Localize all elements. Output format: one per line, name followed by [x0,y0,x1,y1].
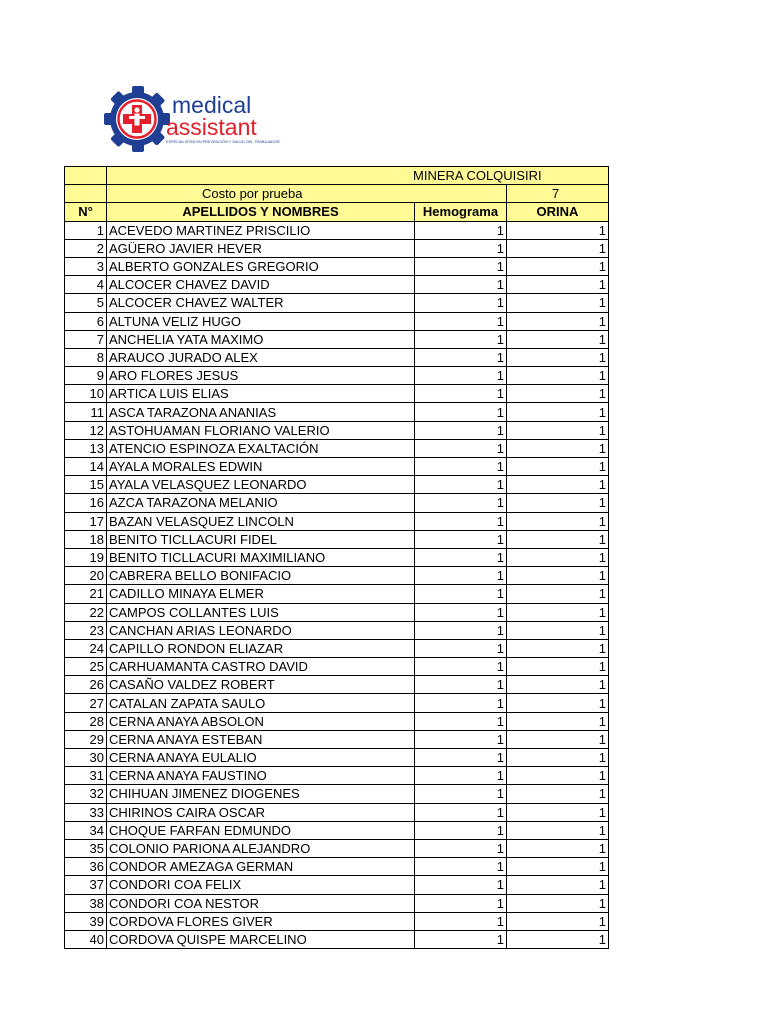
orina-count: 1 [507,530,609,548]
table-row [65,767,609,785]
orina-count: 1 [507,548,609,566]
logo-word-medical: medical [172,92,252,118]
row-number: 12 [65,421,107,439]
row-number: 14 [65,458,107,476]
header-name: APELLIDOS Y NOMBRES [107,203,415,221]
table-row [65,239,609,257]
table-row [65,603,609,621]
table-row [65,839,609,857]
orina-count: 1 [507,621,609,639]
row-number: 8 [65,348,107,366]
hemograma-count: 1 [415,858,507,876]
patient-name: ARO FLORES JESUS [107,367,415,385]
patient-name: CONDORI COA FELIX [107,876,415,894]
patient-name: AZCA TARAZONA MELANIO [107,494,415,512]
patient-name: ANCHELIA YATA MAXIMO [107,330,415,348]
patient-name: CHOQUE FARFAN EDMUNDO [107,821,415,839]
patient-name: CAPILLO RONDON ELIAZAR [107,639,415,657]
hemograma-count: 1 [415,348,507,366]
hemograma-count: 1 [415,730,507,748]
orina-count: 1 [507,694,609,712]
patient-name: BAZAN VELASQUEZ LINCOLN [107,512,415,530]
orina-count: 1 [507,730,609,748]
header-hemograma: Hemograma [415,203,507,221]
patient-name: CORDOVA QUISPE MARCELINO [107,930,415,948]
row-number: 22 [65,603,107,621]
hemograma-count: 1 [415,221,507,239]
hemograma-count: 1 [415,603,507,621]
patient-name: ALTUNA VELIZ HUGO [107,312,415,330]
hemograma-count: 1 [415,894,507,912]
orina-count: 1 [507,894,609,912]
hemograma-count: 1 [415,239,507,257]
row-number: 28 [65,712,107,730]
row-number: 37 [65,876,107,894]
row-number: 27 [65,694,107,712]
orina-count: 1 [507,239,609,257]
table-row [65,930,609,948]
company-name: MINERA COLQUISIRI [107,167,609,185]
orina-count: 1 [507,676,609,694]
patient-test-table [64,166,609,949]
orina-count: 1 [507,749,609,767]
patient-name: CERNA ANAYA ABSOLON [107,712,415,730]
row-number: 26 [65,676,107,694]
table-row [65,658,609,676]
orina-count: 1 [507,257,609,275]
orina-count: 1 [507,803,609,821]
table-row [65,257,609,275]
hemograma-count: 1 [415,876,507,894]
orina-count: 1 [507,785,609,803]
hemograma-count: 1 [415,930,507,948]
table-row [65,330,609,348]
patient-name: CERNA ANAYA FAUSTINO [107,767,415,785]
cost-row [65,185,609,203]
patient-name: CHIRINOS CAIRA OSCAR [107,803,415,821]
table-row [65,621,609,639]
company-row [65,167,609,185]
orina-count: 1 [507,567,609,585]
table-row [65,821,609,839]
table-row [65,858,609,876]
patient-name: AGÜERO JAVIER HEVER [107,239,415,257]
table-row [65,676,609,694]
orina-count: 1 [507,476,609,494]
row-number: 4 [65,276,107,294]
table-row [65,749,609,767]
patient-name: BENITO TICLLACURI FIDEL [107,530,415,548]
patient-name: CARHUAMANTA CASTRO DAVID [107,658,415,676]
row-number: 16 [65,494,107,512]
hemograma-count: 1 [415,312,507,330]
hemograma-count: 1 [415,548,507,566]
orina-count: 1 [507,421,609,439]
patient-name: ARTICA LUIS ELIAS [107,385,415,403]
patient-name: CATALAN ZAPATA SAULO [107,694,415,712]
header-num: N° [65,203,107,221]
table-row [65,458,609,476]
table-row [65,712,609,730]
orina-count: 1 [507,439,609,457]
table-row [65,730,609,748]
table-row [65,348,609,366]
patient-name: CAMPOS COLLANTES LUIS [107,603,415,621]
table-row [65,585,609,603]
orina-count: 1 [507,276,609,294]
hemograma-count: 1 [415,367,507,385]
table-row [65,912,609,930]
table-row [65,694,609,712]
company-logo [104,86,288,152]
patient-name: AYALA VELASQUEZ LEONARDO [107,476,415,494]
patient-name: ARAUCO JURADO ALEX [107,348,415,366]
patient-name: ACEVEDO MARTINEZ PRISCILIO [107,221,415,239]
logo-tagline: ESPECIALISTAS EN PREVENCIÓN Y SALUD DEL TRABAJADOR [166,140,280,144]
table-row [65,876,609,894]
header-orina: ORINA [507,203,609,221]
orina-count: 1 [507,221,609,239]
orina-count: 1 [507,839,609,857]
table-row [65,294,609,312]
hemograma-count: 1 [415,330,507,348]
patient-name: ATENCIO ESPINOZA EXALTACIÓN [107,439,415,457]
hemograma-count: 1 [415,585,507,603]
empty-cell [65,185,107,203]
row-number: 5 [65,294,107,312]
row-number: 2 [65,239,107,257]
patient-name: ASTOHUAMAN FLORIANO VALERIO [107,421,415,439]
patient-name: CORDOVA FLORES GIVER [107,912,415,930]
cost-value: 7 [507,185,609,203]
patient-name: CANCHAN ARIAS LEONARDO [107,621,415,639]
row-number: 11 [65,403,107,421]
row-number: 35 [65,839,107,857]
orina-count: 1 [507,712,609,730]
table-row [65,512,609,530]
row-number: 18 [65,530,107,548]
orina-count: 1 [507,639,609,657]
orina-count: 1 [507,348,609,366]
row-number: 38 [65,894,107,912]
hemograma-count: 1 [415,749,507,767]
row-number: 6 [65,312,107,330]
orina-count: 1 [507,294,609,312]
table-row [65,494,609,512]
table-row [65,530,609,548]
table-row [65,894,609,912]
hemograma-count: 1 [415,403,507,421]
row-number: 20 [65,567,107,585]
hemograma-count: 1 [415,712,507,730]
gear-cross-icon [104,86,170,152]
table-row [65,803,609,821]
row-number: 21 [65,585,107,603]
patient-name: CONDOR AMEZAGA GERMAN [107,858,415,876]
table-row [65,567,609,585]
patient-name: CONDORI COA NESTOR [107,894,415,912]
orina-count: 1 [507,385,609,403]
table-row [65,421,609,439]
patient-name: CASAÑO VALDEZ ROBERT [107,676,415,694]
hemograma-count: 1 [415,839,507,857]
row-number: 7 [65,330,107,348]
orina-count: 1 [507,821,609,839]
hemograma-count: 1 [415,439,507,457]
row-number: 15 [65,476,107,494]
header-row [65,203,609,221]
cost-label: Costo por prueba [107,185,507,203]
hemograma-count: 1 [415,458,507,476]
hemograma-count: 1 [415,912,507,930]
table-row [65,639,609,657]
patient-name: CHIHUAN JIMENEZ DIOGENES [107,785,415,803]
hemograma-count: 1 [415,476,507,494]
row-number: 10 [65,385,107,403]
row-number: 39 [65,912,107,930]
hemograma-count: 1 [415,658,507,676]
row-number: 32 [65,785,107,803]
table-row [65,548,609,566]
orina-count: 1 [507,330,609,348]
patient-name: CADILLO MINAYA ELMER [107,585,415,603]
row-number: 1 [65,221,107,239]
row-number: 30 [65,749,107,767]
row-number: 31 [65,767,107,785]
hemograma-count: 1 [415,676,507,694]
orina-count: 1 [507,658,609,676]
table-row [65,476,609,494]
hemograma-count: 1 [415,512,507,530]
orina-count: 1 [507,603,609,621]
row-number: 40 [65,930,107,948]
hemograma-count: 1 [415,785,507,803]
row-number: 24 [65,639,107,657]
orina-count: 1 [507,403,609,421]
table-row [65,385,609,403]
hemograma-count: 1 [415,494,507,512]
orina-count: 1 [507,367,609,385]
table-row [65,785,609,803]
patient-name: COLONIO PARIONA ALEJANDRO [107,839,415,857]
orina-count: 1 [507,494,609,512]
row-number: 25 [65,658,107,676]
hemograma-count: 1 [415,821,507,839]
orina-count: 1 [507,585,609,603]
table-row [65,276,609,294]
medical-assistant-logo [104,86,288,152]
hemograma-count: 1 [415,385,507,403]
table-row [65,403,609,421]
orina-count: 1 [507,930,609,948]
row-number: 3 [65,257,107,275]
row-number: 9 [65,367,107,385]
patient-name: BENITO TICLLACURI MAXIMILIANO [107,548,415,566]
logo-word-assistant: assistant [166,114,257,140]
patient-name: AYALA MORALES EDWIN [107,458,415,476]
orina-count: 1 [507,458,609,476]
patient-name: ASCA TARAZONA ANANIAS [107,403,415,421]
table-row [65,439,609,457]
table-row [65,367,609,385]
hemograma-count: 1 [415,567,507,585]
hemograma-count: 1 [415,421,507,439]
patient-name: CERNA ANAYA EULALIO [107,749,415,767]
row-number: 36 [65,858,107,876]
table-row [65,312,609,330]
patient-name: CERNA ANAYA ESTEBAN [107,730,415,748]
row-number: 17 [65,512,107,530]
hemograma-count: 1 [415,294,507,312]
hemograma-count: 1 [415,621,507,639]
hemograma-count: 1 [415,694,507,712]
hemograma-count: 1 [415,767,507,785]
orina-count: 1 [507,858,609,876]
orina-count: 1 [507,912,609,930]
hemograma-count: 1 [415,803,507,821]
row-number: 34 [65,821,107,839]
patient-name: CABRERA BELLO BONIFACIO [107,567,415,585]
orina-count: 1 [507,876,609,894]
orina-count: 1 [507,767,609,785]
orina-count: 1 [507,312,609,330]
patient-name: ALBERTO GONZALES GREGORIO [107,257,415,275]
hemograma-count: 1 [415,276,507,294]
row-number: 29 [65,730,107,748]
hemograma-count: 1 [415,639,507,657]
row-number: 33 [65,803,107,821]
row-number: 23 [65,621,107,639]
table-row [65,221,609,239]
hemograma-count: 1 [415,530,507,548]
row-number: 19 [65,548,107,566]
empty-cell [65,167,107,185]
patient-name: ALCOCER CHAVEZ WALTER [107,294,415,312]
patient-name: ALCOCER CHAVEZ DAVID [107,276,415,294]
row-number: 13 [65,439,107,457]
hemograma-count: 1 [415,257,507,275]
orina-count: 1 [507,512,609,530]
